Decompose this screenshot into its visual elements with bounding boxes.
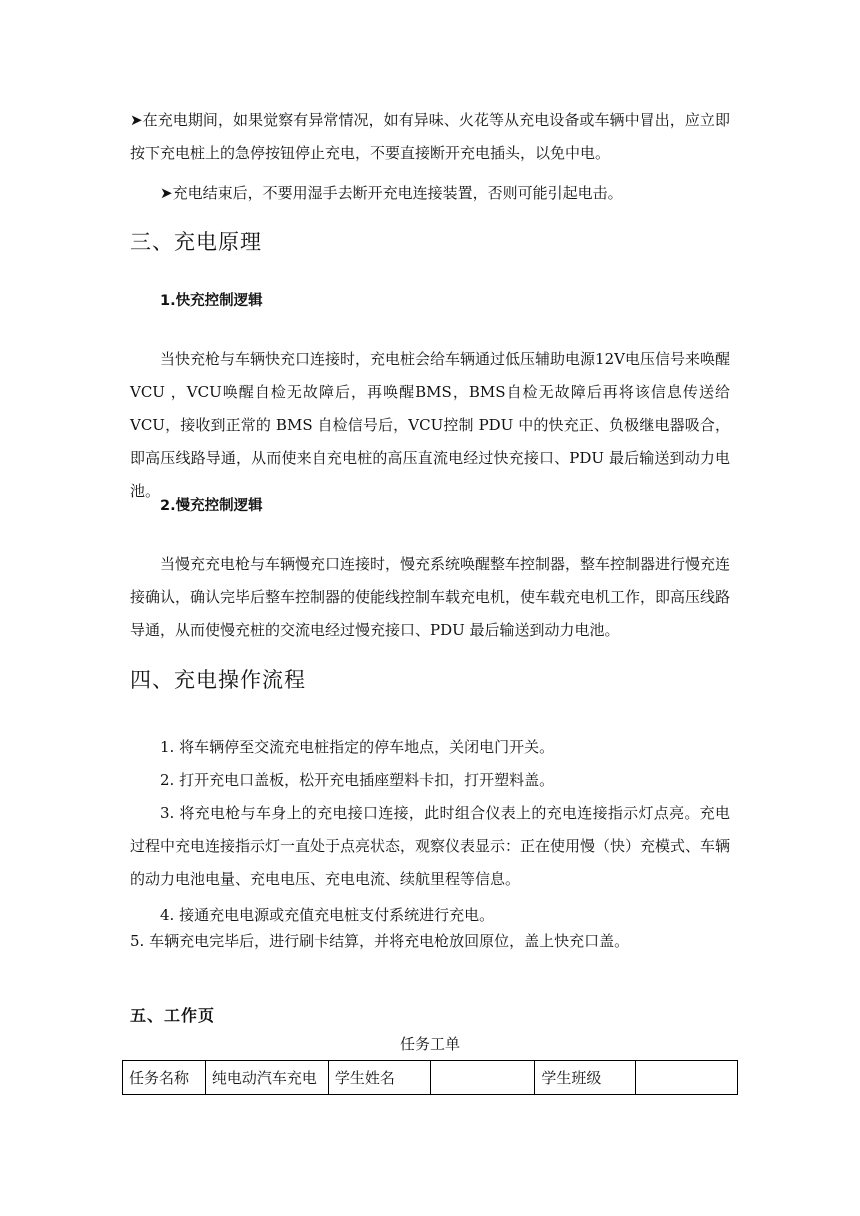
safety-paragraph-2: ➤充电结束后，不要用湿手去断开充电连接装置，否则可能引起电击。	[160, 184, 623, 202]
task-table	[122, 1060, 738, 1095]
slow-charge-heading: 2.慢充控制逻辑	[160, 498, 263, 514]
section-4-title: 四、充电操作流程	[130, 668, 306, 692]
step-2: 2. 打开充电口盖板，松开充电插座塑料卡扣，打开塑料盖。	[160, 771, 555, 789]
student-name-label: 学生姓名	[328, 1061, 431, 1095]
section-3-title: 三、充电原理	[130, 230, 262, 254]
table-row	[123, 1061, 738, 1095]
step-5: 5. 车辆充电完毕后，进行刷卡结算，并将充电枪放回原位，盖上快充口盖。	[130, 932, 630, 950]
section-5-title: 五、工作页	[130, 1006, 216, 1025]
fast-charge-body: 当快充枪与车辆快充口连接时，充电桩会给车辆通过低压辅助电源12V电压信号来唤醒VCU ，VCU唤醒自检无故障后，再唤醒BMS，BMS自检无故障后再将该信息传送给VCU，接收到正常的 BMS 自检信号后，VCU控制 PDU 中的快充正、负极继电器吸合，即高压线路导通，从而使来自充电桩的高压直流电经过快充接口、PDU 最后输送到动力电池。	[130, 350, 730, 500]
table-caption: 任务工单	[399, 1035, 460, 1053]
step-1: 1. 将车辆停至交流充电桩指定的停车地点，关闭电门开关。	[160, 738, 555, 756]
slow-charge-body: 当慢充充电枪与车辆慢充口连接时，慢充系统唤醒整车控制器，整车控制器进行慢充连接确认，确认完毕后整车控制器的使能线控制车载充电机，使车载充电机工作，即高压线路导通，从而使慢充桩的交流电经过慢充接口、PDU 最后输送到动力电池。	[130, 555, 731, 639]
safety-paragraph-1: ➤在充电期间，如果觉察有异常情况，如有异味、火花等从充电设备或车辆中冒出，应立即按下充电桩上的急停按钮停止充电，不要直接断开充电插头，以免中电。	[130, 111, 730, 162]
student-name-field[interactable]	[431, 1061, 535, 1095]
step-4: 4. 接通充电电源或充值充电桩支付系统进行充电。	[160, 906, 495, 924]
student-class-field[interactable]	[636, 1061, 738, 1095]
fast-charge-heading: 1.快充控制逻辑	[160, 293, 263, 309]
step-3: 3. 将充电枪与车身上的充电接口连接，此时组合仪表上的充电连接指示灯点亮。充电过程中充电连接指示灯一直处于点亮状态，观察仪表显示：正在使用慢（快）充模式、车辆的动力电池电量、充电电压、充电电流、续航里程等信息。	[130, 804, 731, 888]
student-class-label: 学生班级	[535, 1061, 636, 1095]
task-name-value: 纯电动汽车充电	[205, 1061, 328, 1095]
task-name-label: 任务名称	[123, 1061, 206, 1095]
